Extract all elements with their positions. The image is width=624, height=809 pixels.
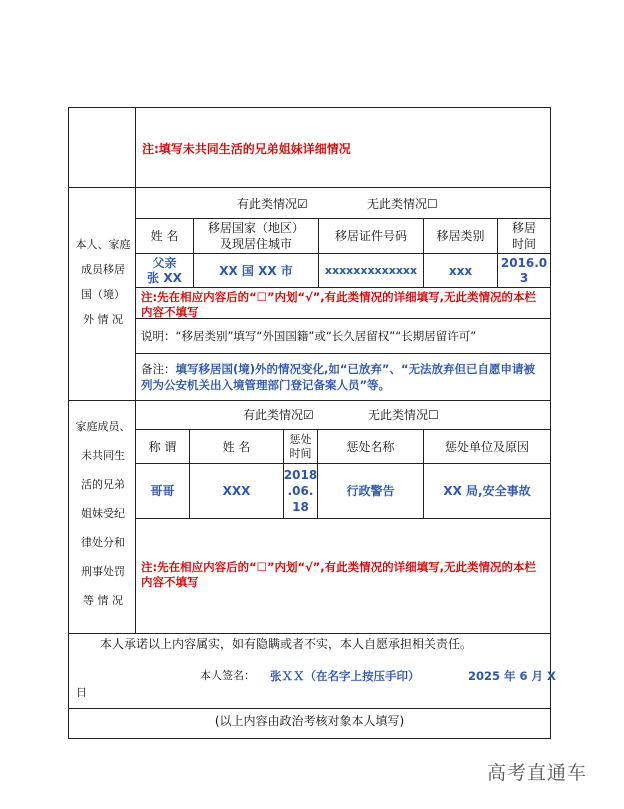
- punishment-row-name[interactable]: [190, 464, 283, 518]
- header-label: 称 谓: [148, 439, 177, 454]
- side-label-line: 未共同生: [81, 449, 125, 462]
- punishment-row-punishment[interactable]: [318, 464, 423, 518]
- cell-value: xxxxxxxxxxxxx: [324, 263, 418, 277]
- emigration-row-time[interactable]: [498, 254, 550, 287]
- cell-value: XX 国 XX 市: [219, 263, 293, 278]
- header-label: 惩处 时间: [289, 432, 312, 460]
- emigration-header-country: [194, 219, 318, 253]
- cell-value: 2018 .06. 18: [283, 468, 318, 514]
- emigration-row-name[interactable]: [136, 254, 193, 287]
- punishment-no-option[interactable]: 无此类情况☐: [368, 408, 439, 422]
- header-label: 惩处单位及原因: [444, 439, 529, 454]
- header-label: 姓 名: [222, 439, 251, 454]
- side-label-line: 国（境）: [81, 288, 125, 301]
- punishment-row-unit[interactable]: [424, 464, 550, 518]
- emigration-header-category: [424, 219, 497, 253]
- cell-value: 2016.0 3: [500, 255, 548, 285]
- emigration-header-doc: [319, 219, 423, 253]
- remark-label: 备注：: [141, 362, 176, 376]
- punishment-side-label: [72, 412, 134, 615]
- emigration-row-doc[interactable]: [319, 254, 423, 287]
- punishment-header-time: [284, 430, 317, 463]
- punishment-row-relation[interactable]: [136, 464, 189, 518]
- footer-note: (以上内容由政治考核对象本人填写): [214, 714, 405, 728]
- emigration-note: 注:先在相应内容后的“☐”内划“√”,有此类情况的详细填写,无此类情况的本栏内容不填写: [141, 290, 537, 319]
- emigration-header-name: [136, 219, 193, 253]
- punishment-header-unit: [424, 430, 550, 463]
- emigration-has-option[interactable]: 有此类情况☑: [237, 197, 308, 211]
- side-label-line: 外 情 况: [83, 313, 123, 326]
- emigration-row-category[interactable]: [424, 254, 497, 287]
- punishment-note: 注:先在相应内容后的“☐”内划“√”,有此类情况的详细填写,无此类情况的本栏内容不填写: [141, 560, 537, 589]
- punishment-row-time[interactable]: [284, 464, 317, 518]
- cell-value: XX 局,安全事故: [443, 484, 531, 498]
- emigration-header-time: [498, 219, 550, 253]
- side-label-line: 家庭成员、: [75, 420, 131, 433]
- header-label: 移居证件号码: [334, 229, 407, 243]
- side-label-line: 姐妹受纪: [81, 507, 125, 520]
- punishment-header-relation: [136, 430, 189, 463]
- cell-value: 哥哥: [150, 484, 175, 498]
- header-label: 移居类别: [436, 229, 485, 243]
- pledge-statement: 本人承诺以上内容属实，如有隐瞒或者不实，本人自愿承担相关责任。: [100, 637, 473, 651]
- emigration-no-option[interactable]: 无此类情况☐: [367, 197, 438, 211]
- punishment-header-name: [190, 430, 283, 463]
- side-label-line: 本人、家庭: [75, 238, 131, 251]
- side-label-line: 活的兄弟: [81, 478, 125, 491]
- cell-value: XXX: [222, 484, 251, 498]
- pledge-date[interactable]: 2025 年 6 月 X: [468, 669, 556, 683]
- punishment-header-name2: [318, 430, 423, 463]
- cell-value: 父亲 张 XX: [147, 255, 182, 285]
- emigration-explain: 说明：“移居类别”填写“外国国籍”或“长久居留权”“长期居留许可”: [141, 329, 477, 343]
- side-label-line: 律处分和: [81, 536, 125, 549]
- side-label-line: 成员移居: [81, 263, 125, 276]
- side-label-line: 刑事处罚: [81, 565, 125, 578]
- emigration-row-country[interactable]: [194, 254, 318, 287]
- pledge-sign-label: 本人签名：: [200, 669, 255, 682]
- pledge-sign-value[interactable]: 张ＸＸ（在名字上按压手印）: [270, 669, 420, 683]
- pledge-day-char: 日: [76, 686, 87, 699]
- section1-note: 注:填写未共同生活的兄弟姐妹详细情况: [142, 142, 351, 156]
- emigration-remark: [141, 361, 546, 393]
- header-label: 姓 名: [150, 229, 179, 243]
- header-label: 移居 时间: [511, 221, 536, 251]
- header-label: 移居国家（地区） 及现居住城市: [207, 221, 304, 251]
- remark-text[interactable]: 填写移居国(境)外的情况变化,如“已放弃”、“无法放弃但已自愿申请被列为公安机关出入境管理部门登记备案人员”等。: [141, 362, 536, 392]
- punishment-has-option[interactable]: 有此类情况☑: [243, 408, 314, 422]
- emigration-side-label: [72, 232, 134, 332]
- cell-value: xxx: [448, 263, 473, 278]
- watermark: 高考直通车: [487, 762, 588, 784]
- cell-value: 行政警告: [346, 484, 395, 498]
- header-label: 惩处名称: [346, 439, 395, 454]
- side-label-line: 等 情 况: [83, 594, 123, 607]
